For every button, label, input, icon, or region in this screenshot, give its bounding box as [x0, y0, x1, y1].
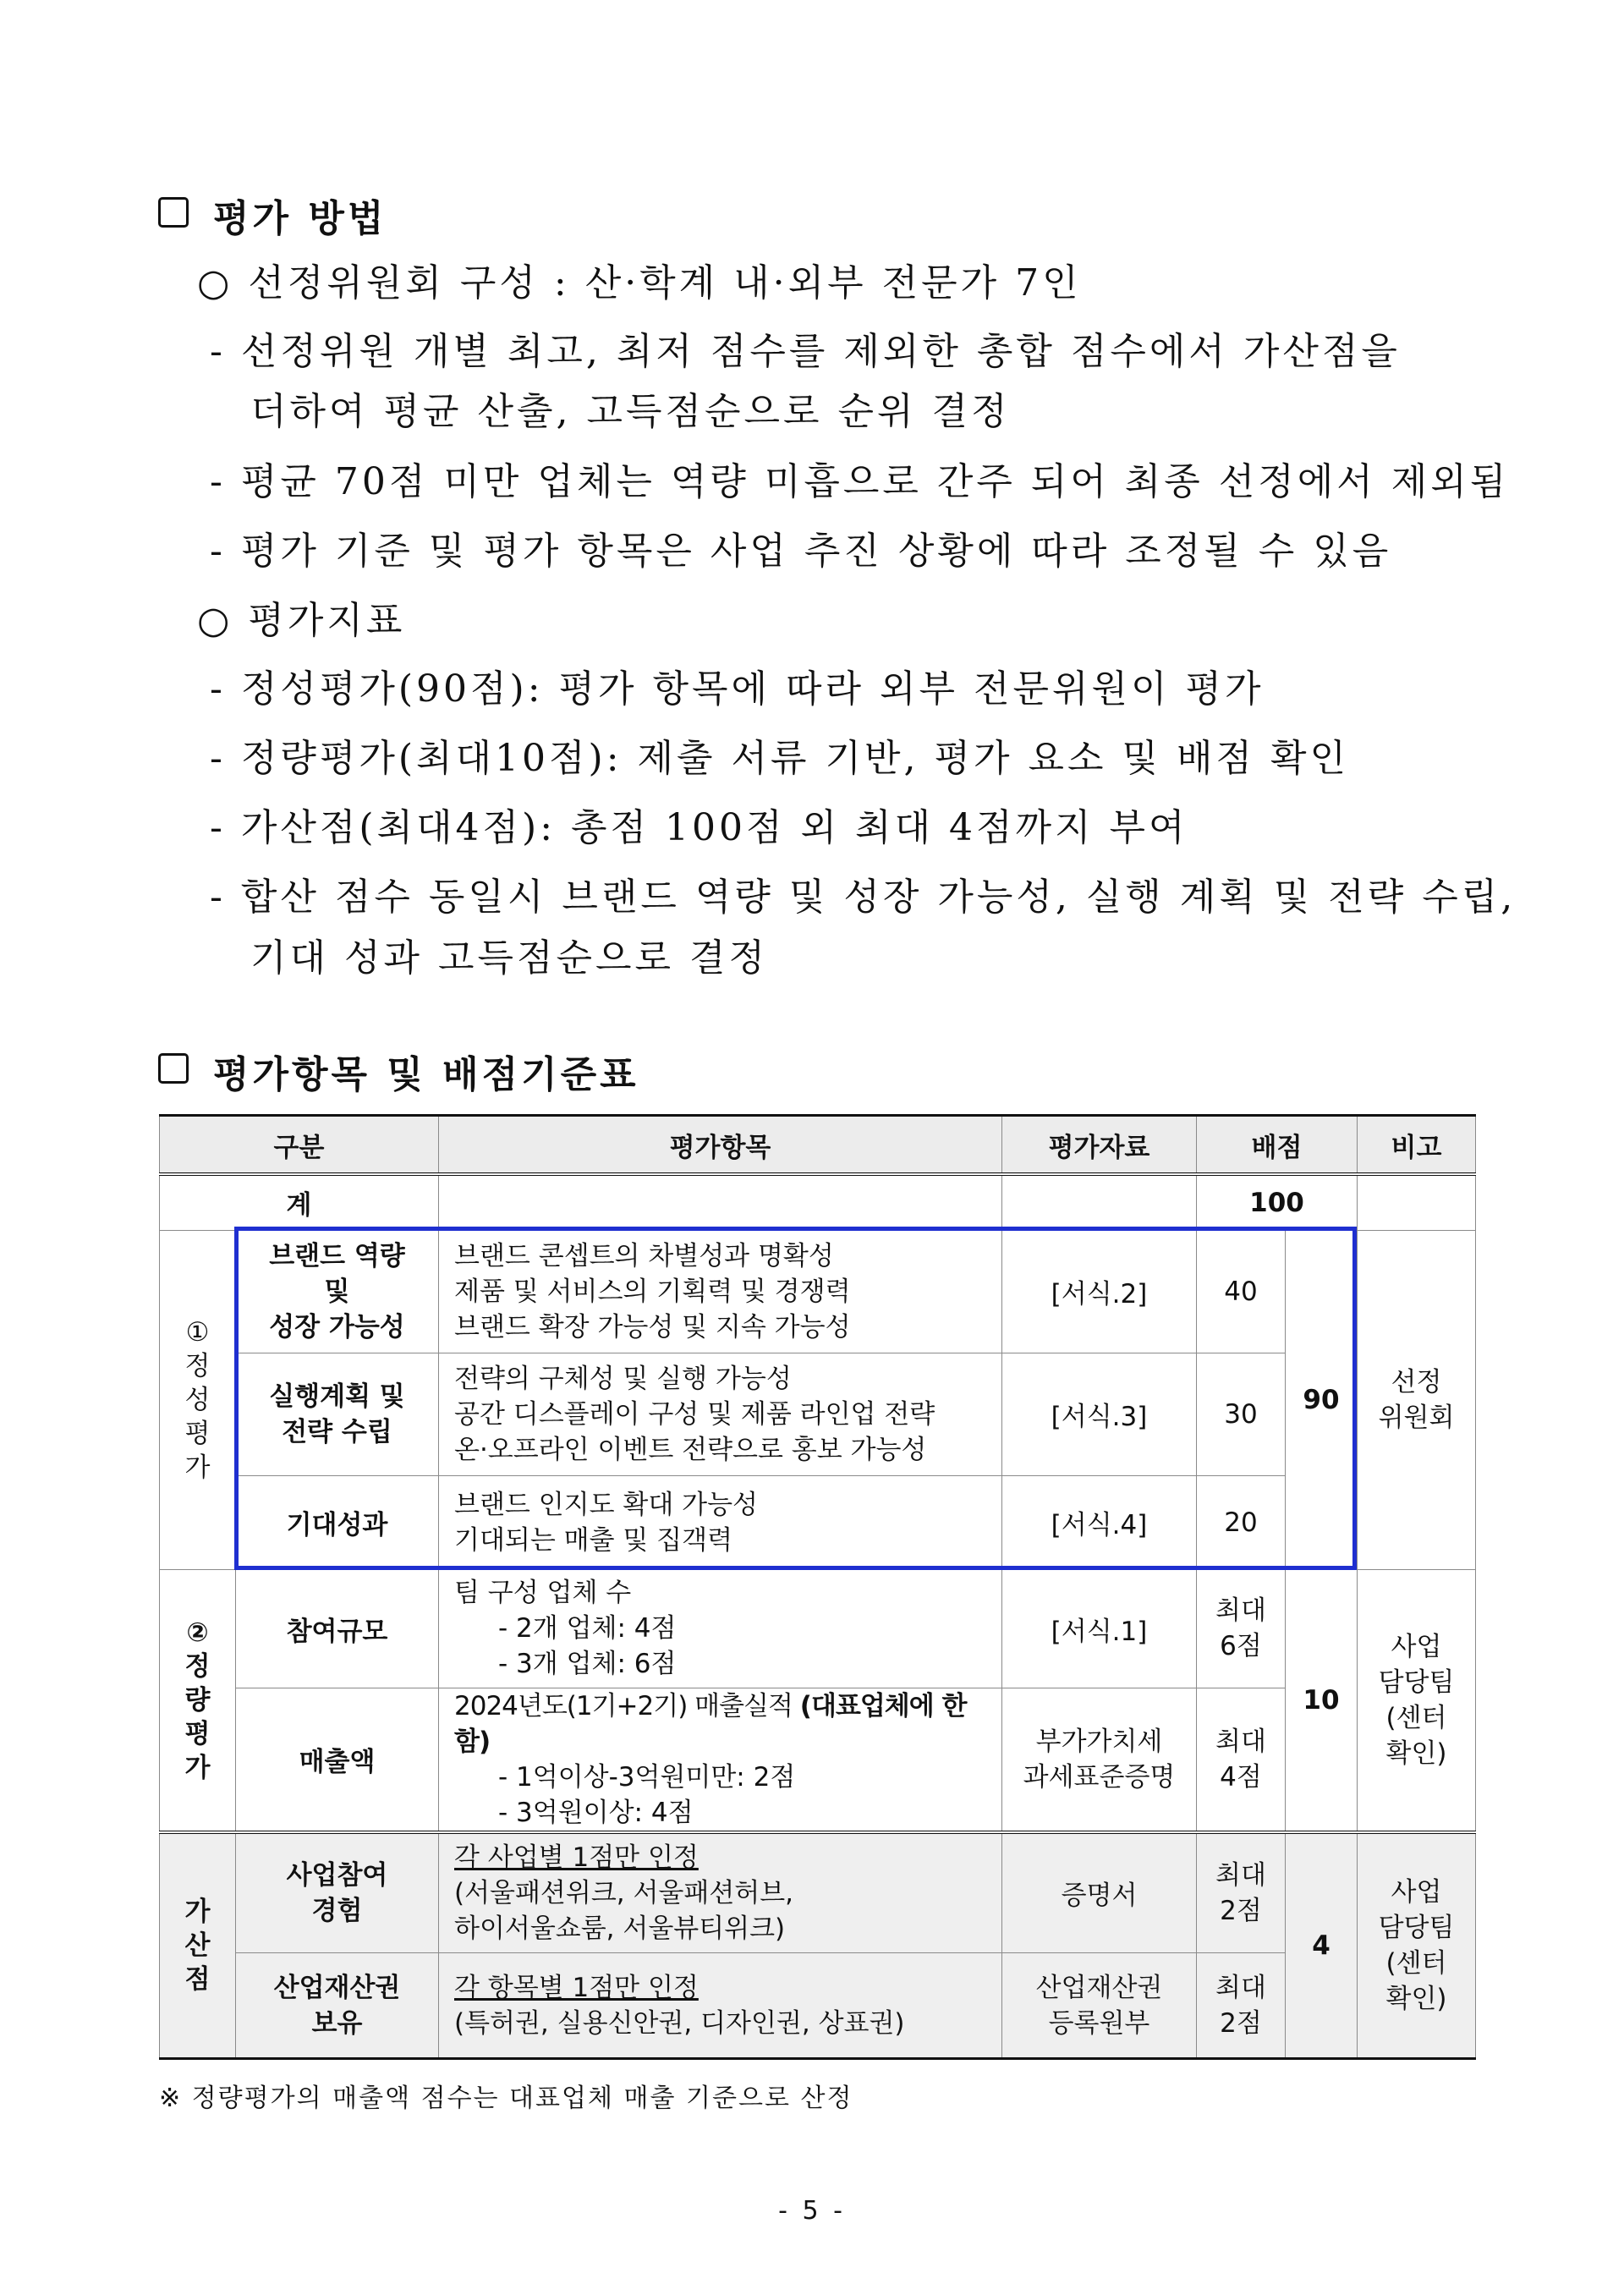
- subtotal-quantitative: 10: [1286, 1569, 1358, 1832]
- checkbox-icon: [158, 197, 189, 228]
- table-row: [160, 1569, 1476, 1688]
- note-team-bonus: 사업 담당팀 (센터 확인): [1358, 1832, 1476, 2059]
- header-note: 비고: [1358, 1116, 1476, 1175]
- score-max-4: 최대 4점: [1197, 1688, 1286, 1832]
- score-table: [159, 1114, 1476, 2060]
- dash-quantitative: - 정량평가(최대10점): 제출 서류 기반, 평가 요소 및 배점 확인: [210, 737, 1349, 780]
- doc-certificate: 증명서: [1002, 1832, 1197, 1953]
- note-committee: 선정 위원회: [1358, 1230, 1476, 1569]
- item-criteria-outcome: 브랜드 인지도 확대 가능성 기대되는 매출 및 집객력: [439, 1475, 1002, 1569]
- score-max-2-experience: 최대 2점: [1197, 1832, 1286, 1953]
- doc-ip-registry: 산업재산권 등록원부: [1002, 1953, 1197, 2059]
- item-criteria-plan: 전략의 구체성 및 실행 가능성 공간 디스플레이 구성 및 제품 라인업 전략 온·오프라인 이벤트 전략으로 홍보 가능성: [439, 1353, 1002, 1475]
- dash-bonus: - 가산점(최대4점): 총점 100점 외 최대 4점까지 부여: [210, 806, 1188, 849]
- item-criteria-brand: 브랜드 콘셉트의 차별성과 명확성 제품 및 서비스의 기획력 및 경쟁력 브랜드 확장 가능성 및 지속 가능성: [439, 1230, 1002, 1353]
- doc-form-1: [서식.1]: [1002, 1569, 1197, 1688]
- total-row: [160, 1174, 1476, 1230]
- item-criteria-sales: 2024년도(1기+2기) 매출실적 (대표업체에 한함) - 1억이상-3억원미만: 2점 - 3억원이상: 4점: [439, 1688, 1002, 1832]
- checkbox-icon: [158, 1053, 189, 1084]
- dash-adjustment: - 평가 기준 및 평가 항목은 사업 추진 상황에 따라 조정될 수 있음: [210, 530, 1392, 573]
- bullet-committee: ○ 선정위원회 구성 : 산·학계 내·외부 전문가 7인: [197, 261, 1082, 305]
- table-row: [160, 1475, 1476, 1569]
- item-name-ip: 산업재산권 보유: [236, 1953, 439, 2059]
- score-20: 20: [1197, 1475, 1286, 1569]
- subtotal-bonus: 4: [1286, 1832, 1358, 2059]
- dash-tiebreak-2: 기대 성과 고득점순으로 결정: [250, 936, 769, 980]
- dash-tiebreak-1: - 합산 점수 동일시 브랜드 역량 및 성장 가능성, 실행 계획 및 전략 수립,: [210, 876, 1517, 919]
- section-title-evaluation-method: 평가 방법: [213, 197, 387, 240]
- section-title-score-table: 평가항목 및 배점기준표: [213, 1053, 639, 1096]
- table-row: [160, 1688, 1476, 1832]
- header-item: 평가항목: [439, 1116, 1002, 1175]
- doc-form-2: [서식.2]: [1002, 1230, 1197, 1353]
- page-number: - 5 -: [778, 2196, 846, 2226]
- note-team-quant: 사업 담당팀 (센터 확인): [1358, 1569, 1476, 1832]
- table-row: [160, 1953, 1476, 2059]
- table-row: [160, 1230, 1476, 1353]
- bullet-indicators: ○ 평가지표: [197, 599, 406, 642]
- header-document: 평가자료: [1002, 1116, 1197, 1175]
- score-max-6: 최대 6점: [1197, 1569, 1286, 1688]
- item-criteria-scale: 팀 구성 업체 수 - 2개 업체: 4점 - 3개 업체: 6점: [439, 1569, 1002, 1688]
- score-30: 30: [1197, 1353, 1286, 1475]
- table-row: [160, 1353, 1476, 1475]
- dash-score-method-1: - 선정위원 개별 최고, 최저 점수를 제외한 총합 점수에서 가산점을: [210, 330, 1401, 373]
- dash-score-method-2: 더하여 평균 산출, 고득점순으로 순위 결정: [250, 390, 1011, 433]
- header-score: 배점: [1197, 1116, 1358, 1175]
- total-score: 100: [1197, 1174, 1358, 1230]
- score-40: 40: [1197, 1230, 1286, 1353]
- score-max-2-ip: 최대 2점: [1197, 1953, 1286, 2059]
- table-header-row: [160, 1116, 1476, 1175]
- subtotal-qualitative: 90: [1286, 1230, 1358, 1569]
- group-qualitative: ① 정 성 평 가: [160, 1230, 236, 1569]
- item-name-scale: 참여규모: [236, 1569, 439, 1688]
- item-criteria-ip: 각 항목별 1점만 인정 (특허권, 실용신안권, 디자인권, 상표권): [439, 1953, 1002, 2059]
- dash-qualitative: - 정성평가(90점): 평가 항목에 따라 외부 전문위원이 평가: [210, 667, 1265, 711]
- footnote: ※ 정량평가의 매출액 점수는 대표업체 매출 기준으로 산정: [159, 2084, 853, 2113]
- total-label: 계: [160, 1174, 439, 1230]
- item-name-sales: 매출액: [236, 1688, 439, 1832]
- item-name-plan: 실행계획 및 전략 수립: [236, 1353, 439, 1475]
- table-row: [160, 1832, 1476, 1953]
- dash-min-score: - 평균 70점 미만 업체는 역량 미흡으로 간주 되어 최종 선정에서 제외됨: [210, 460, 1510, 503]
- group-bonus: 가 산 점: [160, 1832, 236, 2059]
- item-name-experience: 사업참여 경험: [236, 1832, 439, 1953]
- group-quantitative: ② 정 량 평 가: [160, 1569, 236, 1832]
- doc-form-3: [서식.3]: [1002, 1353, 1197, 1475]
- item-name-brand: 브랜드 역량 및 성장 가능성: [236, 1230, 439, 1353]
- item-criteria-experience: 각 사업별 1점만 인정 (서울패션위크, 서울패션허브, 하이서울쇼룸, 서울뷰티위크): [439, 1832, 1002, 1953]
- header-category: 구분: [160, 1116, 439, 1175]
- doc-vat-certificate: 부가가치세 과세표준증명: [1002, 1688, 1197, 1832]
- item-name-outcome: 기대성과: [236, 1475, 439, 1569]
- doc-form-4: [서식.4]: [1002, 1475, 1197, 1569]
